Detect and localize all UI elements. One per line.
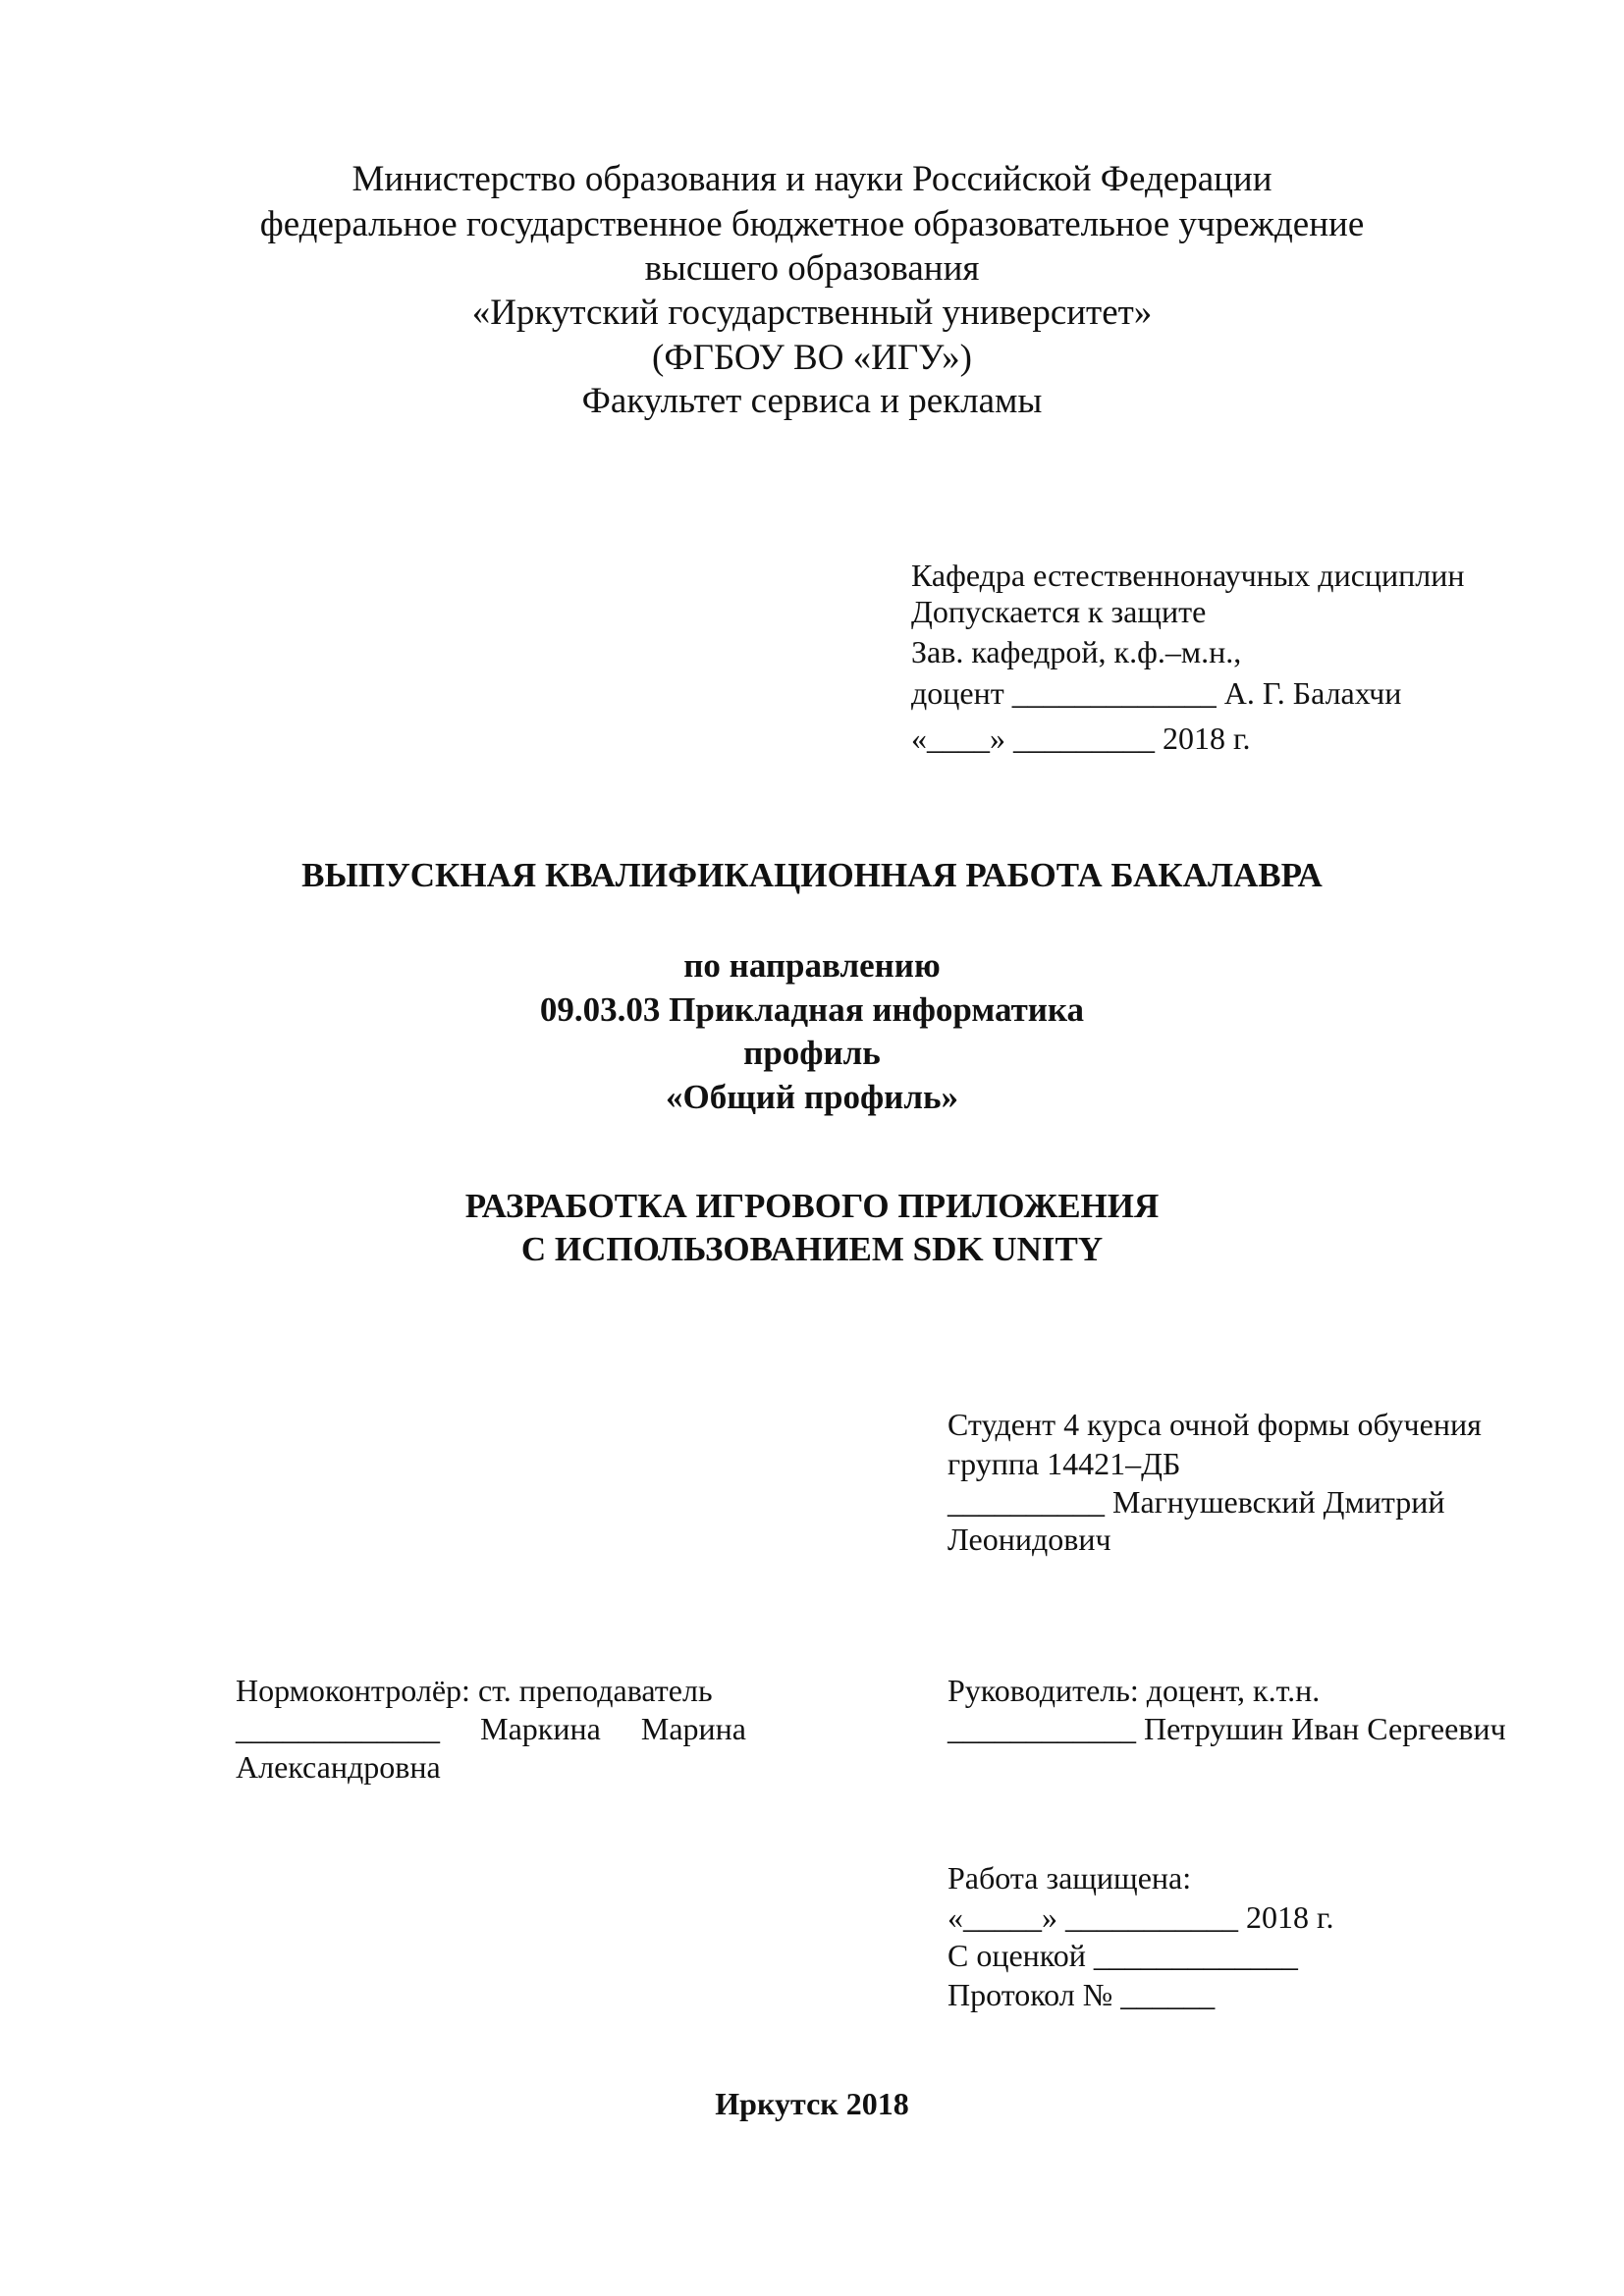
approval-date-line: «____» _________ 2018 г. [911,721,1251,756]
city-year: Иркутск 2018 [715,2086,909,2121]
student-course-line: Студент 4 курса очной формы обучения [947,1407,1482,1442]
ministry-line: Министерство образования и науки Российской Федерации [352,159,1272,199]
defense-date-line: «_____» ___________ 2018 г. [947,1899,1334,1935]
direction-value: 09.03.03 Прикладная информатика [539,990,1085,1029]
supervisor-name-line: ____________ Петрушин Иван Сергеевич [947,1711,1506,1746]
topic-line-2: С ИСПОЛЬЗОВАНИЕМ SDK UNITY [520,1230,1104,1268]
defense-protocol-line: Протокол № ______ [947,1977,1216,2012]
admission-line: Допускается к защите [911,594,1207,629]
institution-type-line: федеральное государственное бюджетное образовательное учреждение [259,204,1365,244]
head-title-line: Зав. кафедрой, к.ф.–м.н., [911,634,1242,669]
normcontrol-signature-line [236,1713,746,1744]
faculty-line: Факультет сервиса и рекламы [581,381,1043,421]
normcontrol-name: Марина [640,1711,746,1746]
defense-grade-line: С оценкой _____________ [947,1938,1298,1973]
department-line: Кафедра естественнонаучных дисциплин [911,558,1465,593]
student-group-line: группа 14421–ДБ [947,1446,1181,1481]
student-patronymic-line: Леонидович [947,1522,1111,1557]
student-name-line: __________ Магнушевский Дмитрий [947,1484,1445,1520]
normcontrol-surname: Маркина [480,1711,601,1746]
profile-value: «Общий профиль» [665,1078,958,1116]
defense-status-line: Работа защищена: [947,1860,1192,1896]
university-abbr-line: (ФГБОУ ВО «ИГУ») [652,338,972,378]
normcontrol-blank: _____________ [236,1711,440,1746]
normcontrol-patronymic-line: Александровна [236,1749,441,1785]
normcontrol-title-line: Нормоконтролёр: ст. преподаватель [236,1673,713,1708]
work-type-title: ВЫПУСКНАЯ КВАЛИФИКАЦИОННАЯ РАБОТА БАКАЛАВРА [301,856,1323,894]
direction-label: по направлению [683,946,941,985]
head-signature-line: доцент _____________ А. Г. Балахчи [911,675,1402,711]
profile-label: профиль [743,1034,881,1072]
topic-line-1: РАЗРАБОТКА ИГРОВОГО ПРИЛОЖЕНИЯ [464,1187,1160,1225]
education-level-line: высшего образования [644,248,980,289]
university-name-line: «Иркутский государственный университет» [471,293,1153,333]
supervisor-title-line: Руководитель: доцент, к.т.н. [947,1673,1321,1708]
